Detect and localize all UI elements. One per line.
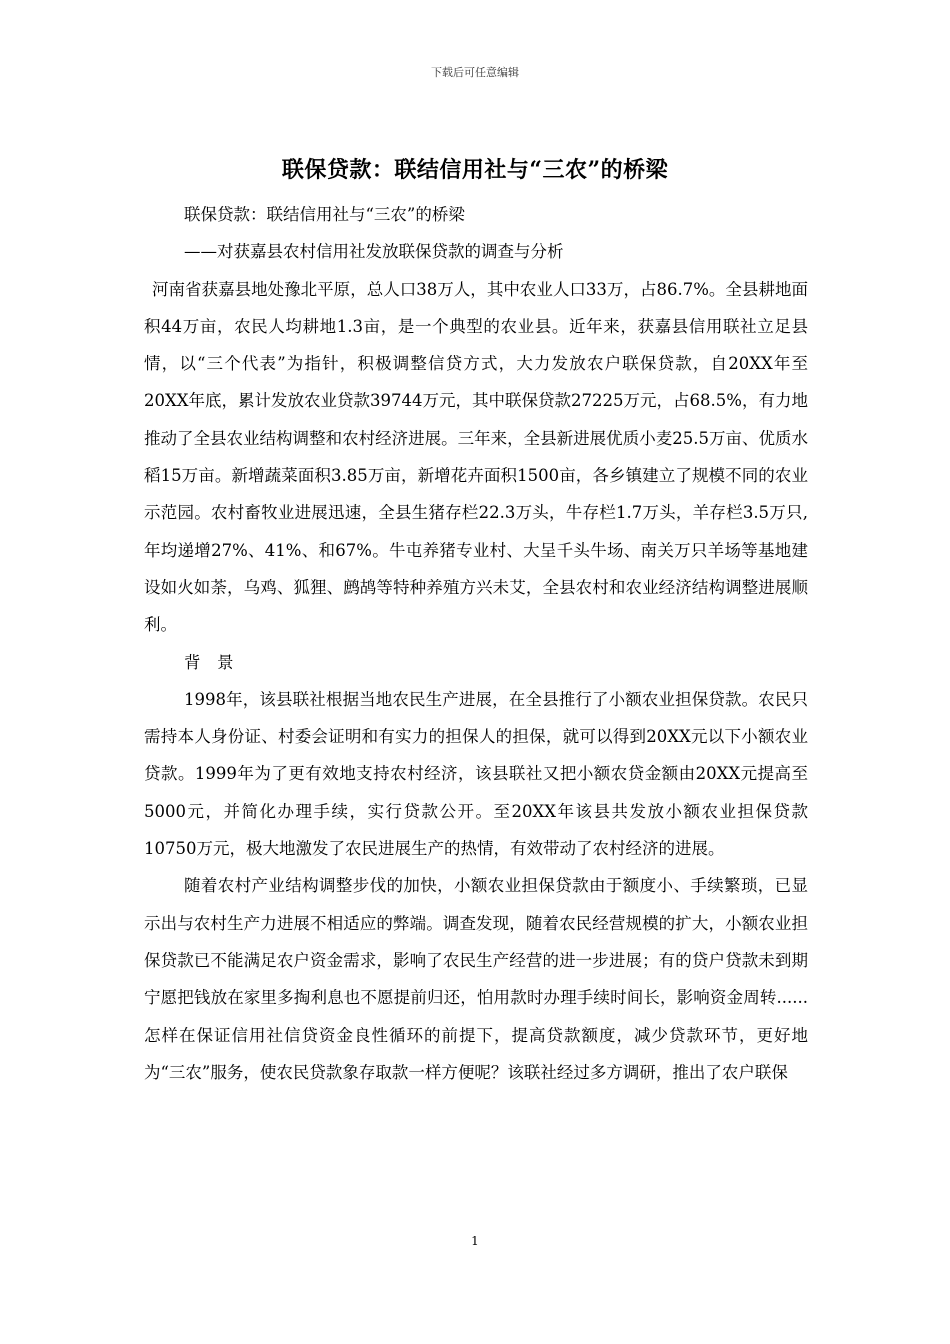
document-title: 联保贷款：联结信用社与“三农”的桥梁: [281, 157, 669, 183]
background-paragraph-2: 随着农村产业结构调整步伐的加快，小额农业担保贷款由于额度小、手续繁琐，已显示出与农村生产力进展不相适应的弊端。调查发现，随着农民经营规模的扩大，小额农业担保贷款已不能满足农户资金需求，影响了农民生产经营的进一步进展；有的贷户贷款未到期宁愿把钱放在家里多掏利息也不愿提前归还，怕用款时办理手续时间长，影响资金周转......怎样在保证信用社信贷资金良性循环的前提下，提高贷款额度，减少贷款环节，更好地为“三农”服务，使农民贷款象存取款一样方便呢？该联社经过多方调研，推出了农户联保: [144, 876, 808, 1082]
section-heading-background: 背 景: [184, 652, 234, 672]
page-header-note: 下载后可任意编辑: [431, 66, 519, 79]
document-body: [144, 196, 808, 1091]
subtitle-dash-line: ——对获嘉县农村信用社发放联保贷款的调查与分析: [184, 242, 564, 262]
intro-paragraph: 河南省获嘉县地处豫北平原，总人口38万人，其中农业人口33万，占86.7%。全县耕地面积44万亩，农民人均耕地1.3亩，是一个典型的农业县。近年来，获嘉县信用联社立足县情，以“三个代表”为指针，积极调整信贷方式，大力发放农户联保贷款，自20XX年至20XX年底，累计发放农业贷款39744万元，其中联保贷款27225万元，占68.5%，有力地推动了全县农业结构调整和农村经济进展。三年来，全县新进展优质小麦25.5万亩、优质水稻15万亩。新增蔬菜面积3.85万亩，新增花卉面积1500亩，各乡镇建立了规模不同的农业示范园。农村畜牧业进展迅速，全县生猪存栏22.3万头，牛存栏1.7万头，羊存栏3.5万只,年均递增27%、41%、和67%。牛屯养猪专业村、大呈千头牛场、南关万只羊场等基地建设如火如荼，乌鸡、狐狸、鹧鸪等特种养殖方兴未艾，全县农村和农业经济结构调整进展顺利。: [144, 279, 808, 635]
subtitle-line: 联保贷款：联结信用社与“三农”的桥梁: [184, 205, 465, 224]
page-number: 1: [471, 1234, 479, 1248]
background-paragraph-1: 1998年，该县联社根据当地农民生产进展，在全县推行了小额农业担保贷款。农民只需持本人身份证、村委会证明和有实力的担保人的担保，就可以得到20XX元以下小额农业贷款。1999年为了更有效地支持农村经济，该县联社又把小额农贷金额由20XX元提高至5000元，并简化办理手续，实行贷款公开。至20XX年该县共发放小额农业担保贷款10750万元，极大地激发了农民进展生产的热情，有效带动了农村经济的进展。: [144, 689, 808, 859]
